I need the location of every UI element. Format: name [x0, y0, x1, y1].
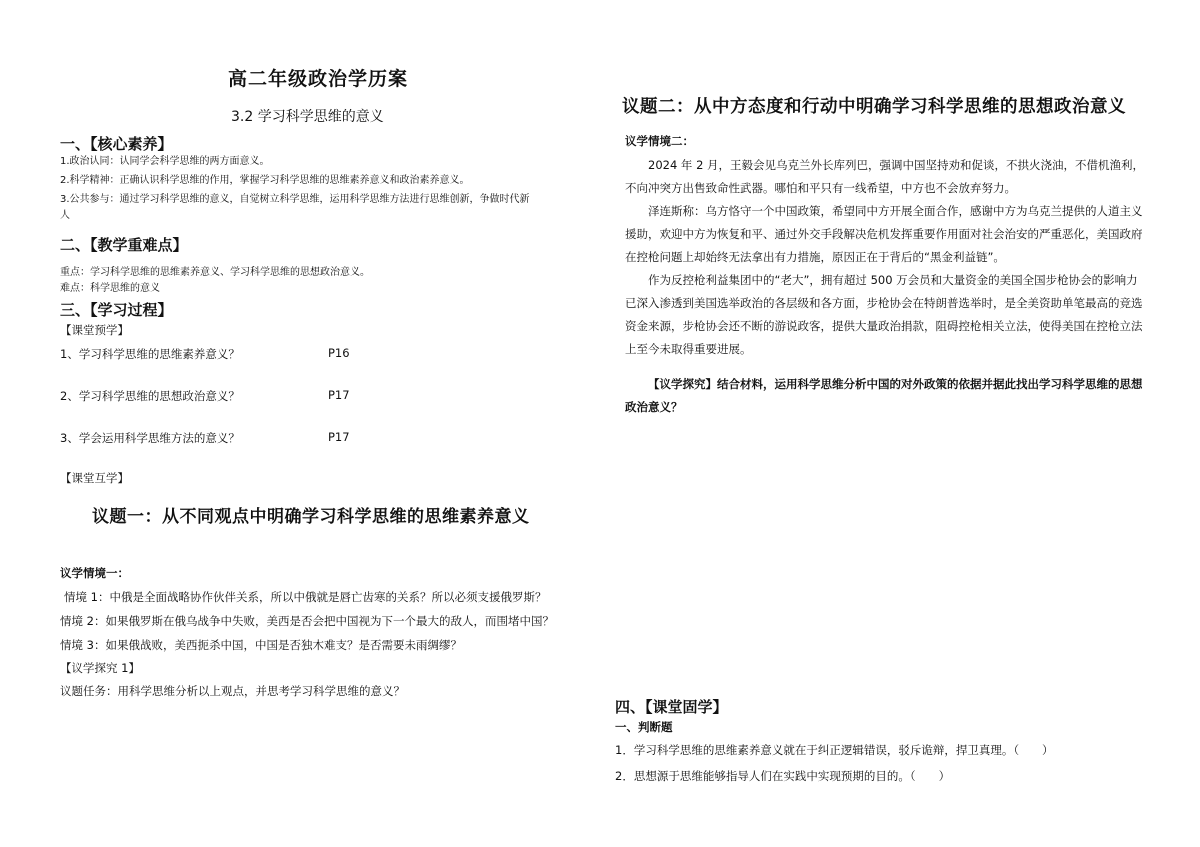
- situation-1-text: 情境 1：中俄是全面战略协作伙伴关系，所以中俄就是唇亡齿寒的关系？所以必须支援俄罗斯？: [64, 590, 547, 604]
- situation-2-label: 议学情境二：: [625, 134, 694, 148]
- judgment-question-2: 2．思想源于思维能够指导人们在实践中实现预期的目的。（ ）: [615, 769, 951, 783]
- preview-question-2-page: P17: [328, 388, 350, 402]
- topic-2-title: 议题二：从中方态度和行动中明确学习科学思维的思想政治意义: [622, 97, 1126, 117]
- core-item-1: 1.政治认同：认同学会科学思维的两方面意义。: [60, 156, 270, 167]
- topic-2-paragraph-1: 2024 年 2 月，王毅会见乌克兰外长库列巴，强调中国坚持劝和促谈，不拱火浇油，不借机渔利，不向冲突方出售致命性武器。哪怕和平只有一线希望，中方也不会放弃努力。: [625, 158, 1145, 195]
- core-item-3-cont: 人: [60, 210, 70, 221]
- key-difficult-heading: 二、【教学重难点】: [60, 236, 188, 254]
- mutual-learning-label: 【课堂互学】: [60, 471, 129, 485]
- situation-1-label: 议学情境一：: [60, 566, 129, 580]
- situation-2-text: 情境 2：如果俄罗斯在俄乌战争中失败，美西是否会把中国视为下一个最大的敌人，而围堵中国？: [60, 614, 554, 628]
- preview-question-2: 2、学习科学思维的思想政治意义？: [60, 389, 240, 403]
- topic-2-paragraph-2: 泽连斯称：乌方恪守一个中国政策，希望同中方开展全面合作，感谢中方为乌克兰提供的人道主义援助，欢迎中方为恢复和平、通过外交手段解决危机发挥重要作用面对社会治安的严重恶化，美国政府在控枪问题上却始终无法拿出有力措施，原因正在于背后的“黑金利益链”。: [625, 204, 1143, 264]
- situation-3-text: 情境 3：如果俄战败，美西扼杀中国，中国是否独木难支？是否需要未雨绸缪？: [60, 638, 462, 652]
- learning-process-heading: 三、【学习过程】: [60, 301, 173, 319]
- core-literacy-heading: 一、【核心素养】: [60, 135, 173, 153]
- difficult-points-text: 难点：科学思维的意义: [60, 283, 160, 294]
- preview-question-3: 3、学会运用科学思维方法的意义？: [60, 431, 240, 445]
- consolidation-heading: 四、【课堂固学】: [615, 698, 728, 716]
- core-item-2: 2.科学精神：正确认识科学思维的作用，掌握学习科学思维的思维素养意义和政治素养意义。: [60, 175, 470, 186]
- judgment-section-label: 一、判断题: [615, 720, 673, 734]
- explore-1-label: 【议学探究 1】: [60, 661, 140, 675]
- preview-question-1: 1、学习科学思维的思维素养意义？: [60, 347, 240, 361]
- topic-2-paragraph-3: 作为反控枪利益集团中的“老大”，拥有超过 500 万会员和大量资金的美国全国步枪协会的影响力已深入渗透到美国选举政治的各层级和各方面，步枪协会在特朗普选举时，是全美资助单笔最高的竞选资金来源，步枪协会还不断的游说政客，提供大量政治捐款，阻碍控枪相关立法，使得美国在控枪立法上至今未取得重要进展。: [625, 273, 1143, 356]
- preview-question-1-page: P16: [328, 346, 350, 360]
- judgment-question-1: 1．学习科学思维的思维素养意义就在于纠正逻辑错误，驳斥诡辩，捍卫真理。（ ）: [615, 743, 1054, 757]
- topic-1-task: 议题任务：用科学思维分析以上观点，并思考学习科学思维的意义？: [60, 684, 405, 698]
- topic-1-title: 议题一：从不同观点中明确学习科学思维的思维素养意义: [92, 507, 530, 527]
- preview-question-3-page: P17: [328, 430, 350, 444]
- core-item-3: 3.公共参与：通过学习科学思维的意义，自觉树立科学思维，运用科学思维方法进行思维创新，争做时代新: [60, 194, 530, 205]
- key-points-text: 重点：学习科学思维的思维素养意义、学习科学思维的思想政治意义。: [60, 267, 370, 278]
- page-title: 高二年级政治学历案: [228, 68, 409, 90]
- preview-label: 【课堂预学】: [60, 323, 129, 337]
- topic-2-explore: 【议学探究】结合材料，运用科学思维分析中国的对外政策的依据并据此找出学习科学思维的思想政治意义？: [625, 377, 1143, 414]
- page-subtitle: 3.2 学习科学思维的意义: [231, 109, 384, 125]
